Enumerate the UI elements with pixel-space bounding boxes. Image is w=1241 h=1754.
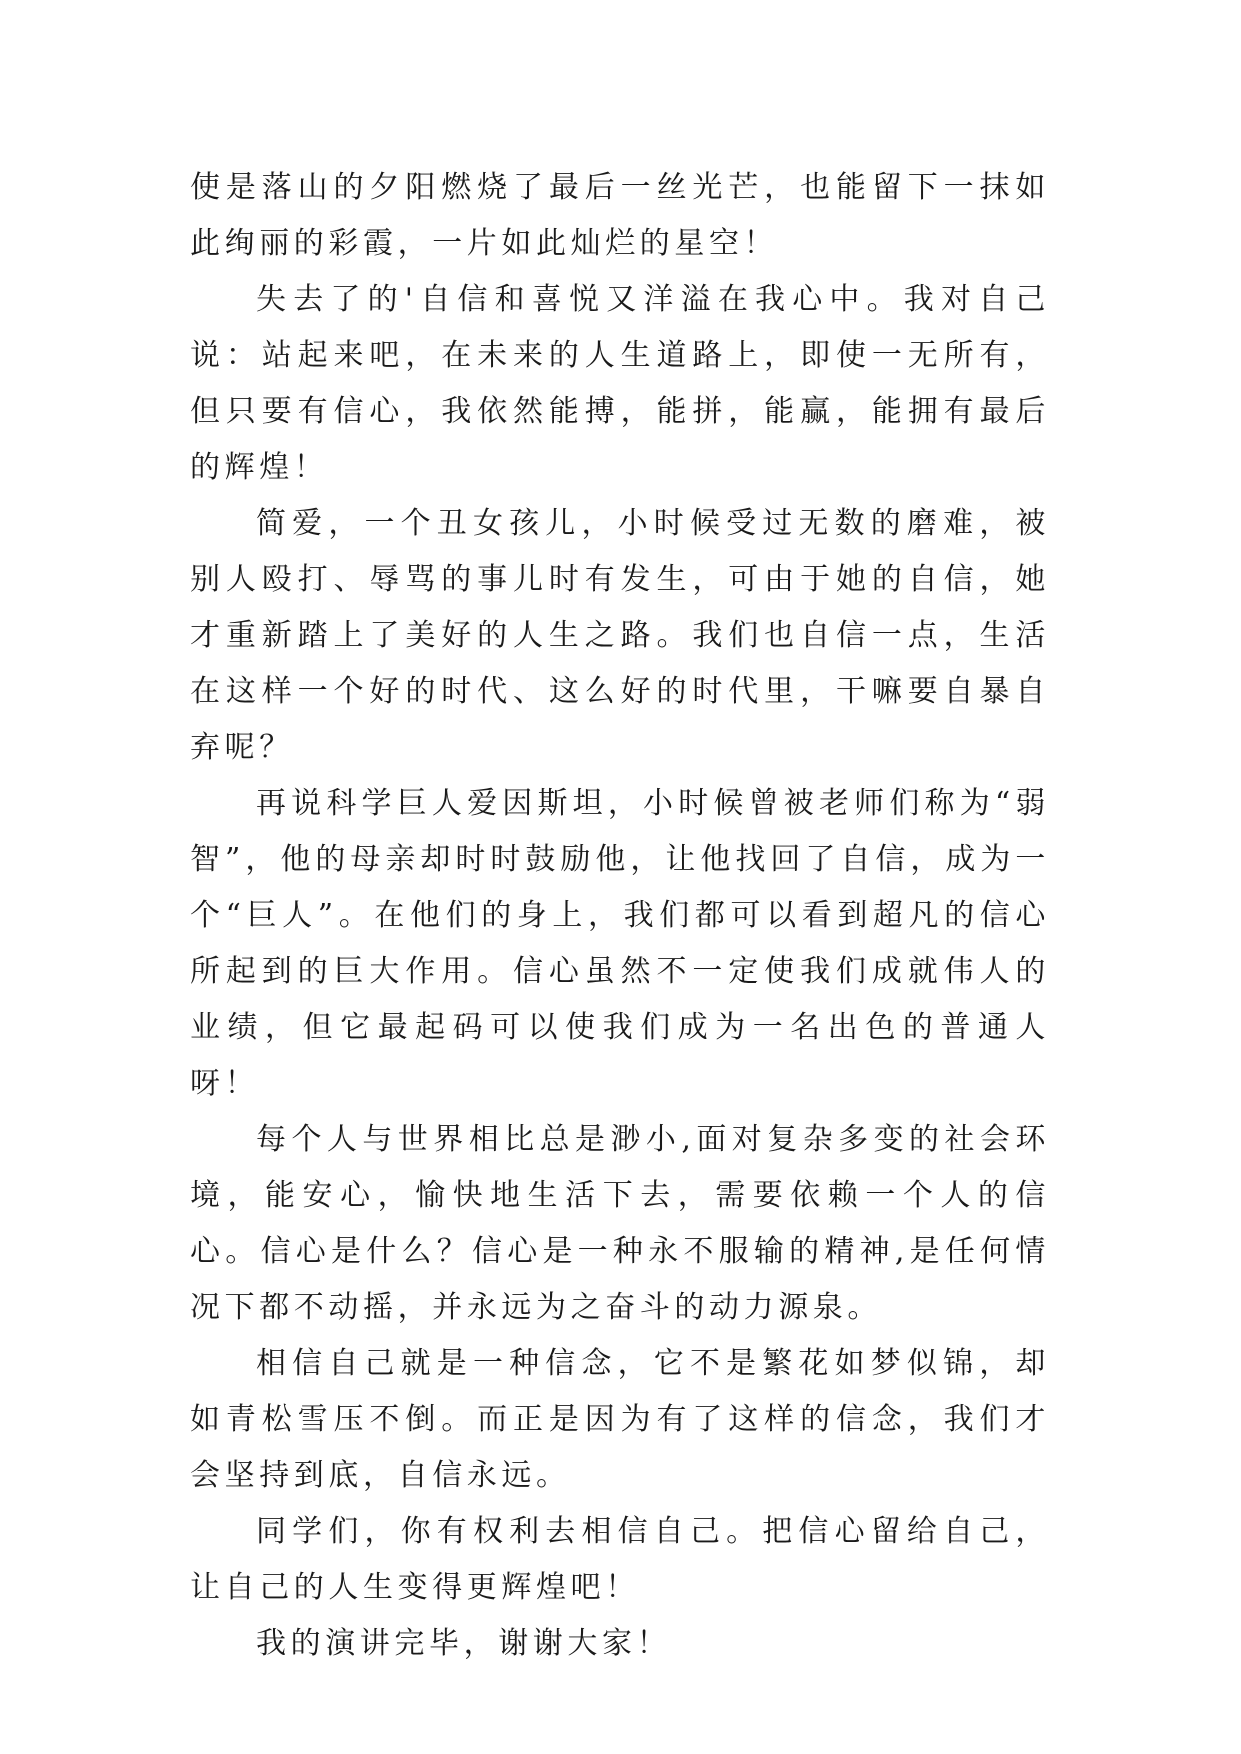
paragraph-6: 相信自己就是一种信念，它不是繁花如梦似锦，却如青松雪压不倒。而正是因为有了这样的信念，我们才会坚持到底，自信永远。: [190, 1346, 1050, 1493]
paragraph-2: 失去了的'自信和喜悦又洋溢在我心中。我对自己说：站起来吧，在未来的人生道路上，即使一无所有，但只要有信心，我依然能搏，能拼，能赢，能拥有最后的辉煌！: [190, 282, 1050, 485]
document-body: [190, 160, 1050, 1672]
paragraph-4: 再说科学巨人爱因斯坦，小时候曾被老师们称为“弱智”，他的母亲却时时鼓励他，让他找回了自信，成为一个“巨人”。在他们的身上，我们都可以看到超凡的信心所起到的巨大作用。信心虽然不一定使我们成就伟人的业绩，但它最起码可以使我们成为一名出色的普通人呀！: [190, 786, 1050, 1101]
paragraph-1: 使是落山的夕阳燃烧了最后一丝光芒，也能留下一抹如此绚丽的彩霞，一片如此灿烂的星空！: [190, 170, 1050, 261]
paragraph-8: 我的演讲完毕，谢谢大家！: [256, 1626, 672, 1661]
paragraph-7: 同学们，你有权利去相信自己。把信心留给自己，让自己的人生变得更辉煌吧！: [190, 1514, 1050, 1605]
paragraph-3: 简爱，一个丑女孩儿，小时候受过无数的磨难，被别人殴打、辱骂的事儿时有发生，可由于她的自信，她才重新踏上了美好的人生之路。我们也自信一点，生活在这样一个好的时代、这么好的时代里，干嘛要自暴自弃呢？: [190, 506, 1050, 765]
paragraph-5: 每个人与世界相比总是渺小,面对复杂多变的社会环境，能安心，愉快地生活下去，需要依赖一个人的信心。信心是什么？信心是一种永不服输的精神,是任何情况下都不动摇，并永远为之奋斗的动力源泉。: [190, 1122, 1050, 1325]
